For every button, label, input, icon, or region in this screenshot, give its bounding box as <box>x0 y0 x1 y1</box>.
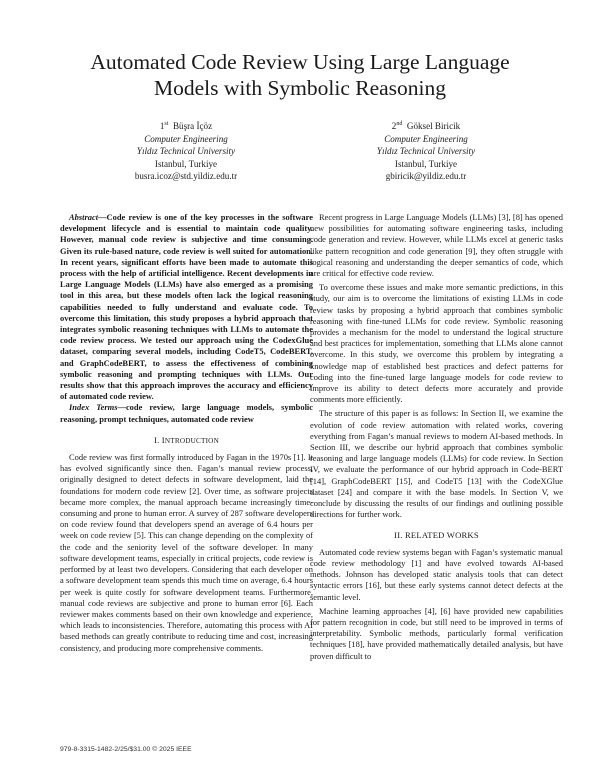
author-name-line: 2nd Göksel Biricik <box>391 121 461 132</box>
body-paragraph: To overcome these issues and make more semantic predictions, in this study, our aim is to overcome the limitations of existing LLMs in code review tasks by proposing a hybrid approach that combines symbolic reasoning with fine-tuned LLMs for code review. Symbolic reasoning provides a mechanism for the model to understand the logical structure and best practices for implementation, something that LLMs alone cannot overcome. In this study, we overcome this problem by integrating a knowledge map of established best practices and defect patterns for coding into the fine-tuned large language models for code review to improve its ability to detect defects more accurately and provide comments more efficiently. <box>310 282 563 405</box>
intro-paragraph: Code review was first formally introduced by Fagan in the 1970s [1]. It has evolved significantly since then. Fagan’s manual review process, originally designed to detect defects in software development, laid the foundations for modern code review [2]. Over time, as software projects became more complex, the manual approach became increasingly time-consuming and prone to human error. A survey of 287 software developers on code review found that developers spend an average of 6.4 hours per week on code review [5]. This can change depending on the complexity of the code and the seniority level of the software developer. In many software development teams, especially in critical projects, code review is performed by at least two developers. Considering that each developer on a software development team spends this much time on average, 6.4 hours per week is quite costly for software development teams. Furthermore, manual code reviews are subjective and prone to human error [6]. Each reviewer makes comments based on their own knowledge and experience, which leads to inconsistencies. Therefore, automating this process with AI based methods can greatly contribute to reducing time and cost, increasing consistency, and producing more comprehensive comments. <box>60 452 313 653</box>
author-department: Computer Engineering <box>384 133 468 144</box>
index-terms: Index Terms—code review, large language models, symbolic reasoning, prompt techniques, automated code review <box>60 402 314 424</box>
section-heading-related-works: II. RELATED WORKS <box>394 530 479 541</box>
section-heading-introduction: I. INTRODUCTION <box>154 434 219 445</box>
author-university: Yıldız Technical University <box>136 146 236 157</box>
paper-title <box>40 50 560 101</box>
title-line-1: Automated Code Review Using Large Language <box>90 50 510 74</box>
copyright-footer: 979-8-3315-1482-2/25/$31.00 © 2025 IEEE <box>60 746 192 753</box>
author-city: Istanbul, Turkiye <box>154 158 218 169</box>
right-column <box>310 212 563 662</box>
body-paragraph: The structure of this paper is as follows: In Section II, we examine the evolution of code review automation with related works, covering everything from Fagan’s manual reviews to modern AI-based methods. In Section III, we describe our hybrid approach that combines symbolic reasoning and large language models (LLMs) for code review. In Section IV, we evaluate the performance of our hybrid approach in Code-BERT [14], GraphCodeBERT [15], and CodeT5 [13] with the CodeXGlue dataset [24] and compare it with the base models. In Section V, we conclude by discussing the results of our findings and outlining possible directions for further work. <box>310 408 563 520</box>
author-block-2 <box>306 118 546 183</box>
abstract: Abstract—Code review is one of the key processes in the software development lifecycle and is essential to maintain code quality. However, manual code review is subjective and time consuming. Given its rule-based nature, code review is well suited for automation. In recent years, significant efforts have been made to automate this process with the help of artificial intelligence. Recent developments in Large Language Models (LLMs) have also emerged as a promising tool in this area, but these models often lack the logical reasoning capabilities needed to fully understand and evaluate code. To overcome this limitation, this study proposes a hybrid approach that integrates symbolic reasoning techniques with LLMs to automate the code review process. We tested our approach using the CodexGlue dataset, comparing several models, including CodeT5, CodeBERT, and GraphCodeBERT, to assess the effectiveness of combining symbolic reasoning and prompting techniques with LLMs. Our results show that this approach improves the accuracy and efficiency of automated code review. <box>60 212 313 402</box>
title-line-2: Models with Symbolic Reasoning <box>153 75 447 100</box>
left-column <box>60 212 313 654</box>
author-university: Yıldız Technical University <box>376 146 476 157</box>
author-email[interactable]: busra.icoz@std.yildiz.edu.tr <box>134 171 238 182</box>
related-paragraph: Machine learning approaches [4], [6] have provided new capabilities for pattern recognition in code, but still need to be improved in terms of interpretability. Symbolic methods, particularly formal verification techniques [18], have provided mathematically detailed analysis, but have proven difficult to <box>310 605 563 661</box>
body-paragraph: Recent progress in Large Language Models (LLMs) [3], [8] has opened new possibilities for automating software engineering tasks, including code generation and review. However, while LLMs excel at generic tasks like pattern recognition and code generation [9], they often struggle with logical reasoning and understanding the deeper semantics of code, which are critical for effective code review. <box>310 212 563 279</box>
author-department: Computer Engineering <box>144 133 228 144</box>
related-paragraph: Automated code review systems began with Fagan’s systematic manual code review methodology [1] and have evolved towards AI-based methods. Johnson has developed static analysis tools that can detect syntactic errors [16], but these early systems cannot detect defects at the semantic level. <box>310 546 563 602</box>
author-name-line: 1st Büşra İçöz <box>159 121 213 132</box>
author-block-1 <box>66 118 306 183</box>
author-email[interactable]: gbiricik@yildiz.edu.tr <box>385 171 467 182</box>
author-city: Istanbul, Turkiye <box>394 158 458 169</box>
